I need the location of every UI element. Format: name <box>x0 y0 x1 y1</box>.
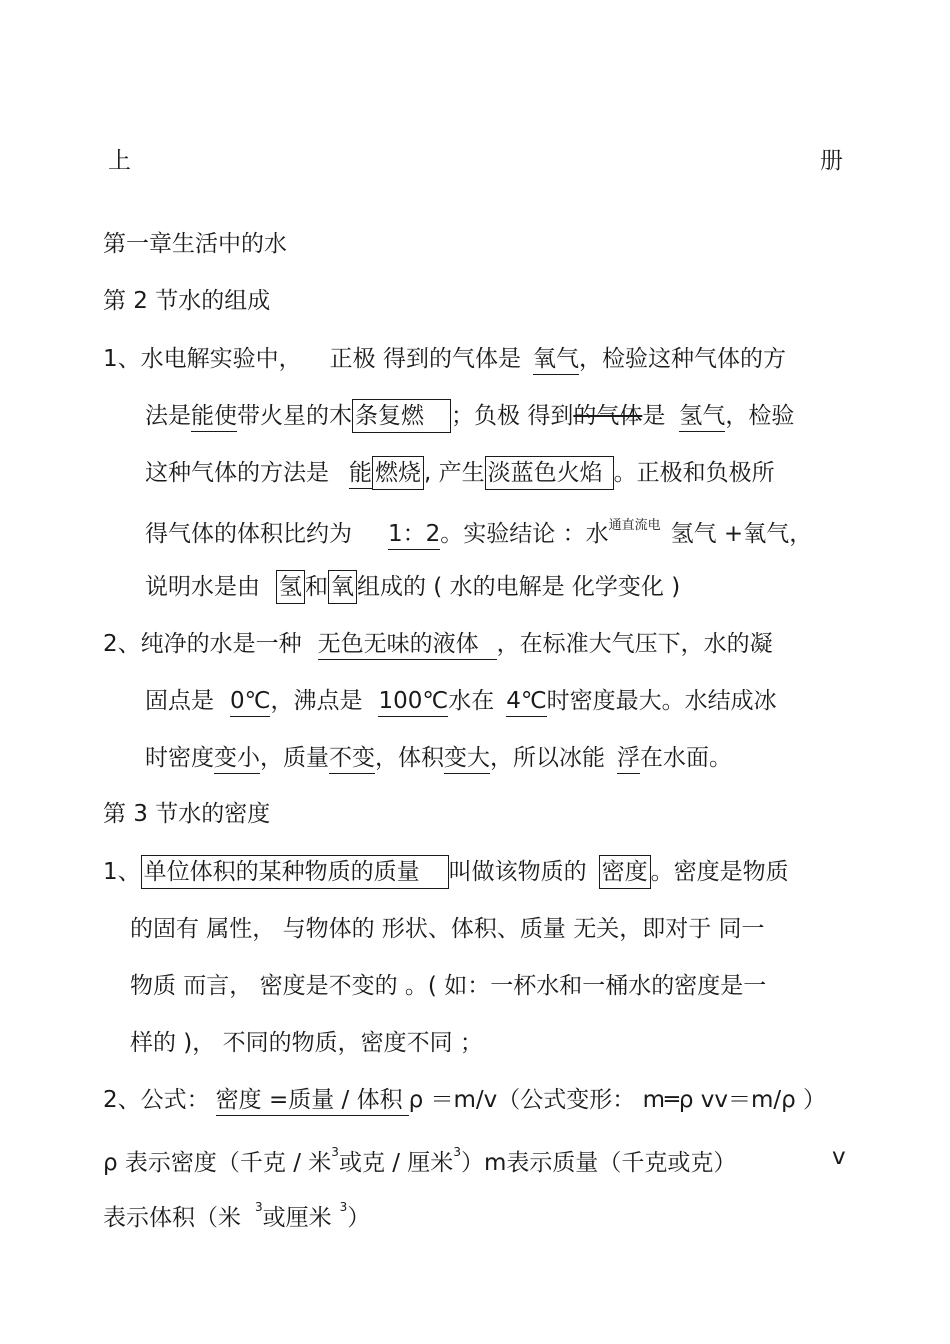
section3-item1-line3: 物质 而言， 密度是不变的 。( 如：一杯水和一桶水的密度是一 <box>130 973 767 999</box>
section2-item2-line3: 时密度变小，质量不变，体积变大，所以冰能 浮在水面。 <box>145 747 732 770</box>
answer-box-relight: 条复燃 <box>352 399 451 433</box>
answer-box-burn: 燃烧 <box>372 456 424 490</box>
condition-label: 通直流电 <box>608 518 661 533</box>
section2-item1-line3: 这种气体的方法是 能 燃烧 , 产生 淡蓝色火焰 。正极和负极所 <box>145 462 775 485</box>
answer-box-h: 氢 <box>276 570 305 604</box>
variable-v: v <box>832 1144 846 1170</box>
answer-box-definition: 单位体积的某种物质的质量 <box>141 855 449 889</box>
item-number: 1、 <box>103 346 141 372</box>
section3-item1-line1: 1、 单位体积的某种物质的质量 叫做该物质的 密度 。密度是物质 <box>103 861 789 884</box>
answer-ratio: 1：2 <box>388 521 440 550</box>
section3-item1-line4: 样的 )， 不同的物质，密度不同 ； <box>130 1030 483 1056</box>
chapter-title: 第一章生活中的水 <box>103 231 287 257</box>
section2-item2-line2: 固点是 0℃，沸点是 100℃水在 4℃时密度最大。水结成冰 <box>145 690 777 713</box>
section3-item2-line1: 2、公式： 密度 =质量 / 体积 ρ ＝m/v（公式变形： m═ρ vv＝m/ρ ） <box>103 1089 826 1112</box>
section2-item1-line1: 1、水电解实验中， 正极 得到的气体是 氧气，检验这种气体的方 <box>103 348 786 371</box>
answer-hydrogen: 氢气 <box>679 403 725 432</box>
answer-box-density: 密度 <box>599 855 651 889</box>
section3-item1-line2: 的固有 属性， 与物体的 形状、体积、质量 无关，即对于 同一 <box>130 916 765 942</box>
item-number: 2、 <box>103 631 141 657</box>
answer-formula: 密度 =质量 / 体积 <box>216 1087 409 1116</box>
answer-box-o: 氧 <box>328 570 357 604</box>
section3-item2-line3: 表示体积（米 $^3$或厘米 $^3$） <box>103 1200 371 1231</box>
item-number: 2、 <box>103 1087 141 1113</box>
section2-item1-line4: 得气体的体积比约为 1：2。实验结论 ：水$^{通直流电}$ 氢气 +氧气， <box>145 519 812 546</box>
section2-item2-line1: 2、纯净的水是一种 无色无味的液体 ，在标准大气压下，水的凝 <box>103 633 773 656</box>
answer-colorless: 无色无味的液体 <box>318 631 497 660</box>
section3-title: 第 3 节水的密度 <box>103 801 271 827</box>
item-number: 1、 <box>103 859 141 885</box>
section3-item2-line2: ρ 表示密度（千克 / 米$^3$或克 / 厘米$^3$）m表示质量（千克或克） <box>103 1145 737 1176</box>
answer-box-flame: 淡蓝色火焰 <box>485 456 614 490</box>
section2-title: 第 2 节水的组成 <box>103 288 271 314</box>
answer-oxygen: 氧气 <box>533 346 579 375</box>
header-left: 上 <box>108 148 131 174</box>
section2-item1-line2: 法是能使带火星的木 条复燃 ；负极 得到的气体是 氢气，检验 <box>145 405 794 428</box>
section2-item1-line5: 说明水是由 氢 和 氧 组成的 ( 水的电解是 化学变化 ) <box>145 576 680 599</box>
header-right: 册 <box>820 148 843 174</box>
